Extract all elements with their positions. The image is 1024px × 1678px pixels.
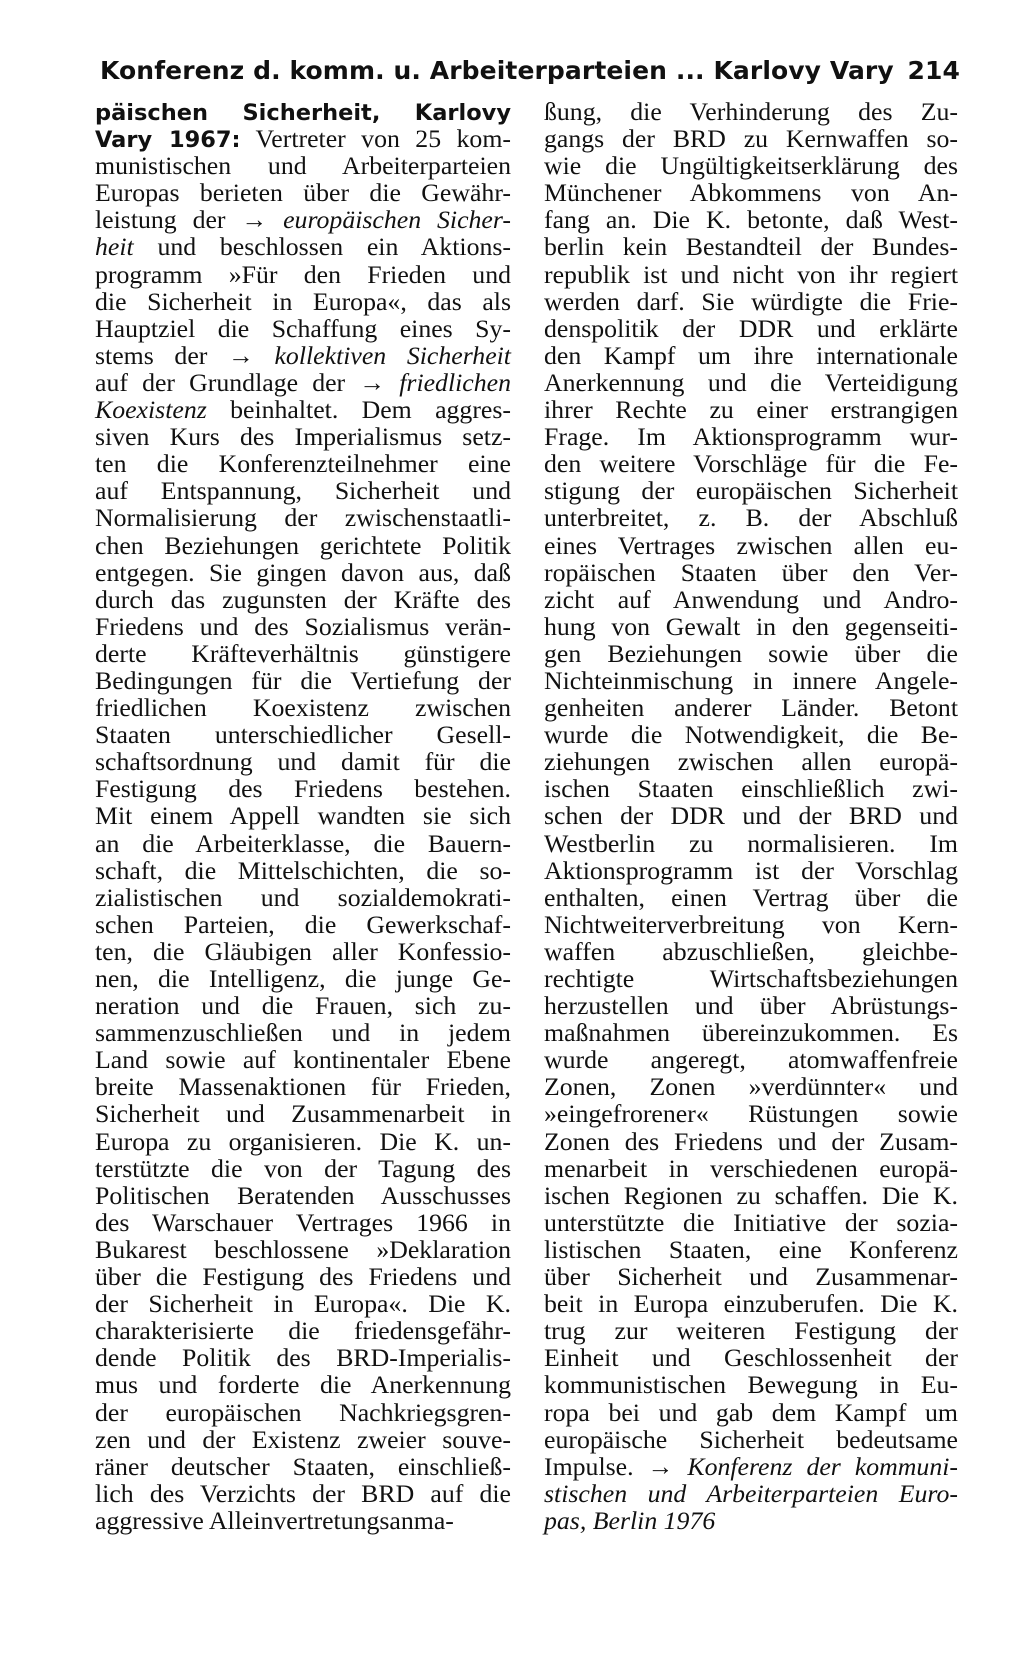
- left-text-column: [95, 98, 511, 1534]
- text-line: dende Politik des BRD-Imperialis-: [95, 1343, 511, 1373]
- text-line: Politischen Beratenden Ausschusses: [95, 1180, 511, 1210]
- text-line: des Warschauer Vertrages 1966 in: [95, 1207, 511, 1237]
- text-line: räner deutscher Staaten, einschließ-: [95, 1451, 511, 1481]
- text-line: Bedingungen für die Vertiefung der: [95, 665, 511, 695]
- text-line: den Kampf um ihre internationale: [544, 340, 958, 370]
- text-line: Westberlin zu normalisieren. Im: [544, 828, 958, 858]
- text-line: republik ist und nicht von ihr regiert: [544, 259, 958, 289]
- text-line: unterbreitet, z. B. der Abschluß: [544, 503, 958, 533]
- text-line: ten, die Gläubigen aller Konfessio-: [95, 936, 511, 966]
- text-line: päischen Sicherheit, Karlovy: [95, 100, 511, 126]
- text-line: Frage. Im Aktionsprogramm wur-: [544, 422, 958, 452]
- text-line: Friedens und des Sozialismus verän-: [95, 611, 511, 641]
- text-line: gangs der BRD zu Kernwaffen so-: [544, 124, 958, 154]
- text-line: schen Parteien, die Gewerkschaf-: [95, 909, 511, 939]
- text-line: auf der Grundlage der → friedlichen: [95, 367, 511, 397]
- text-line: unterstützte die Initiative der sozia-: [544, 1207, 958, 1237]
- text-line: stems der → kollektiven Sicherheit: [95, 340, 511, 370]
- text-line: terstützte die von der Tagung des: [95, 1153, 511, 1183]
- text-line: charakterisierte die friedensgefähr-: [95, 1316, 511, 1346]
- text-line: wie die Ungültigkeitserklärung des: [544, 151, 958, 181]
- text-line: der Sicherheit in Europa«. Die K.: [95, 1289, 511, 1319]
- text-line: Anerkennung und die Verteidigung: [544, 367, 958, 397]
- text-line: über Sicherheit und Zusammenar-: [544, 1262, 958, 1292]
- text-line: Vary 1967: Vertreter von 25 kom-: [95, 124, 511, 154]
- text-line: Land sowie auf kontinentaler Ebene: [95, 1045, 511, 1075]
- running-header: [100, 52, 960, 94]
- text-line: heit und beschlossen ein Aktions-: [95, 232, 511, 262]
- text-line: breite Massenaktionen für Frieden,: [95, 1072, 511, 1102]
- text-line: lich des Verzichts der BRD auf die: [95, 1478, 511, 1508]
- text-line: »eingefrorener« Rüstungen sowie: [544, 1099, 958, 1129]
- text-line: Europa zu organisieren. Die K. un-: [95, 1126, 511, 1156]
- text-line: ziehungen zwischen allen europä-: [544, 747, 958, 777]
- text-line: ischen Regionen zu schaffen. Die K.: [544, 1180, 958, 1210]
- text-line: sammenzuschließen und in jedem: [95, 1018, 511, 1048]
- text-line: Festigung des Friedens bestehen.: [95, 774, 511, 804]
- text-line: stischen und Arbeiterparteien Euro-: [544, 1478, 958, 1508]
- text-line: genheiten anderer Länder. Betont: [544, 693, 958, 723]
- running-head-title: Konferenz d. komm. u. Arbeiterparteien ... Karlovy Vary: [100, 56, 894, 85]
- text-line: nen, die Intelligenz, die junge Ge-: [95, 964, 511, 993]
- text-line: hung von Gewalt in den gegenseiti-: [544, 611, 958, 641]
- text-line: Sicherheit und Zusammenarbeit in: [95, 1099, 511, 1129]
- text-line: kommunistischen Bewegung in Eu-: [544, 1370, 958, 1400]
- text-line: munistischen und Arbeiterparteien: [95, 151, 511, 181]
- text-line: Bukarest beschlossene »Deklaration: [95, 1234, 511, 1264]
- text-line: stigung der europäischen Sicherheit: [544, 476, 958, 506]
- text-line: wurde angeregt, atomwaffenfreie: [544, 1045, 958, 1075]
- text-line: aggressive Alleinvertretungsanma-: [95, 1505, 454, 1535]
- text-line: Münchener Abkommens von An-: [544, 178, 958, 208]
- text-line: Zonen, Zonen »verdünnter« und: [544, 1072, 958, 1102]
- text-line: europäische Sicherheit bedeutsame: [544, 1424, 958, 1454]
- text-line: Hauptziel die Schaffung eines Sy-: [95, 313, 511, 343]
- text-line: Europas berieten über die Gewähr-: [95, 178, 511, 208]
- text-line: neration und die Frauen, sich zu-: [95, 991, 511, 1021]
- text-line: chen Beziehungen gerichtete Politik: [95, 530, 511, 560]
- text-line: zicht auf Anwendung und Andro-: [544, 584, 958, 614]
- right-text-column: [544, 98, 958, 1534]
- text-line: beit in Europa einzuberufen. Die K.: [544, 1289, 958, 1319]
- text-line: ropäischen Staaten über den Ver-: [544, 557, 958, 587]
- text-line: Einheit und Geschlossenheit der: [544, 1343, 958, 1373]
- text-line: an die Arbeiterklasse, die Bauern-: [95, 828, 511, 858]
- text-line: ßung, die Verhinderung des Zu-: [544, 97, 958, 126]
- text-line: ihrer Rechte zu einer erstrangigen: [544, 395, 958, 425]
- text-line: ten die Konferenzteilnehmer eine: [95, 449, 511, 479]
- text-line: über die Festigung des Friedens und: [95, 1262, 511, 1292]
- text-line: berlin kein Bestandteil der Bundes-: [544, 232, 958, 262]
- text-line: herzustellen und über Abrüstungs-: [544, 991, 958, 1021]
- text-line: pas, Berlin 1976: [544, 1505, 716, 1535]
- text-line: waffen abzuschließen, gleichbe-: [544, 936, 958, 966]
- text-line: enthalten, einen Vertrag über die: [544, 882, 958, 912]
- text-line: auf Entspannung, Sicherheit und: [95, 476, 511, 506]
- text-line: Mit einem Appell wandten sie sich: [95, 801, 511, 831]
- text-line: gen Beziehungen sowie über die: [544, 638, 958, 668]
- page-number: 214: [907, 56, 960, 85]
- text-line: Impulse. → Konferenz der kommuni-: [544, 1451, 958, 1481]
- text-line: Koexistenz beinhaltet. Dem aggres-: [95, 395, 511, 425]
- text-line: menarbeit in verschiedenen europä-: [544, 1153, 958, 1183]
- text-line: schen der DDR und der BRD und: [544, 801, 958, 831]
- text-line: durch das zugunsten der Kräfte des: [95, 584, 511, 614]
- text-line: fang an. Die K. betonte, daß West-: [544, 205, 958, 235]
- text-line: denspolitik der DDR und erklärte: [544, 313, 958, 343]
- text-line: friedlichen Koexistenz zwischen: [95, 693, 511, 723]
- text-line: Nichteinmischung in innere Angele-: [544, 665, 958, 695]
- text-line: leistung der → europäischen Sicher-: [95, 205, 511, 235]
- text-line: entgegen. Sie gingen davon aus, daß: [95, 557, 511, 587]
- text-line: werden darf. Sie würdigte die Frie-: [544, 286, 958, 316]
- text-line: rechtigte Wirtschaftsbeziehungen: [544, 964, 958, 993]
- text-line: listischen Staaten, eine Konferenz: [544, 1234, 958, 1264]
- text-line: derte Kräfteverhältnis günstigere: [95, 638, 511, 668]
- text-line: Aktionsprogramm ist der Vorschlag: [544, 855, 958, 885]
- text-line: Nichtweiterverbreitung von Kern-: [544, 909, 958, 939]
- text-line: siven Kurs des Imperialismus setz-: [95, 422, 511, 452]
- text-line: schaft, die Mittelschichten, die so-: [95, 855, 511, 885]
- text-line: die Sicherheit in Europa«, das als: [95, 286, 511, 316]
- text-line: schaftsordnung und damit für die: [95, 747, 511, 777]
- text-line: zialistischen und sozialdemokrati-: [95, 882, 511, 912]
- text-line: Zonen des Friedens und der Zusam-: [544, 1126, 958, 1156]
- text-line: Normalisierung der zwischenstaatli-: [95, 503, 511, 533]
- text-line: mus und forderte die Anerkennung: [95, 1370, 511, 1400]
- text-line: ropa bei und gab dem Kampf um: [544, 1397, 958, 1427]
- text-line: den weitere Vorschläge für die Fe-: [544, 449, 958, 479]
- text-line: eines Vertrages zwischen allen eu-: [544, 530, 958, 560]
- text-line: zen und der Existenz zweier souve-: [95, 1424, 511, 1454]
- text-line: maßnahmen übereinzukommen. Es: [544, 1018, 958, 1048]
- text-line: trug zur weiteren Festigung der: [544, 1316, 958, 1346]
- text-line: der europäischen Nachkriegsgren-: [95, 1397, 511, 1427]
- text-line: ischen Staaten einschließlich zwi-: [544, 774, 958, 804]
- text-line: programm »Für den Frieden und: [95, 259, 511, 289]
- text-line: wurde die Notwendigkeit, die Be-: [544, 720, 958, 750]
- text-line: Staaten unterschiedlicher Gesell-: [95, 720, 511, 750]
